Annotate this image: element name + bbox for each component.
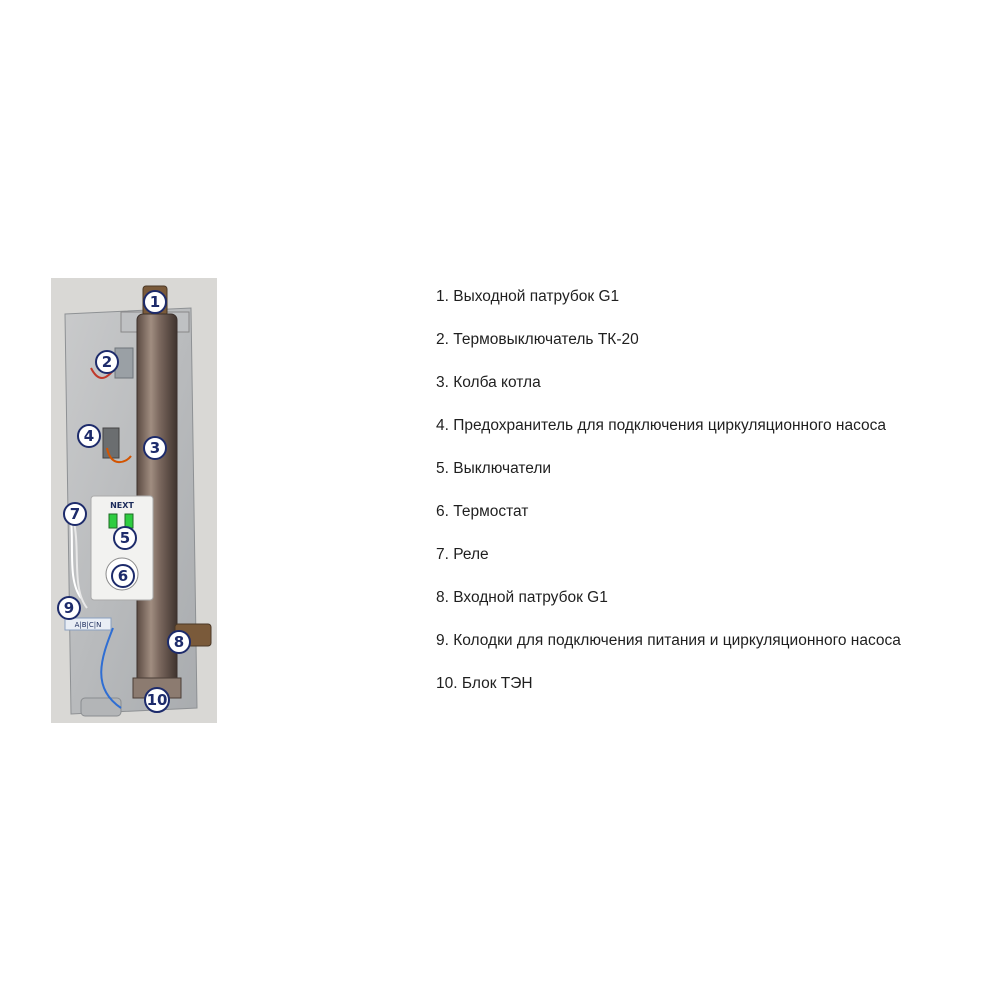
marker-6 (112, 565, 134, 587)
svg-text:4: 4 (83, 427, 95, 445)
marker-10 (145, 688, 169, 712)
parts-legend (436, 286, 976, 716)
marker-7 (64, 503, 86, 525)
legend-item: 9. Колодки для подключения питания и циркуляционного насоса (436, 632, 901, 649)
legend-item: 3. Колба котла (436, 374, 541, 391)
svg-text:1: 1 (149, 293, 161, 311)
switch-2 (125, 514, 133, 528)
marker-1 (144, 291, 166, 313)
legend-item: 2. Термовыключатель ТК-20 (436, 331, 639, 348)
marker-3 (144, 437, 166, 459)
svg-text:5: 5 (119, 529, 131, 547)
legend-item: 8. Входной патрубок G1 (436, 589, 608, 606)
marker-8 (168, 631, 190, 653)
boiler-illustration (51, 278, 217, 723)
legend-item: 10. Блок ТЭН (436, 675, 533, 692)
svg-text:7: 7 (69, 505, 81, 523)
marker-9 (58, 597, 80, 619)
svg-text:6: 6 (117, 567, 129, 585)
marker-5 (114, 527, 136, 549)
fuse-holder (103, 428, 119, 458)
marker-2 (96, 351, 118, 373)
terminal-labels: A|B|C|N (74, 621, 102, 629)
svg-text:2: 2 (101, 353, 113, 371)
legend-item: 5. Выключатели (436, 460, 552, 477)
svg-text:3: 3 (149, 439, 161, 457)
marker-4 (78, 425, 100, 447)
legend-item: 4. Предохранитель для подключения циркуляционного насоса (436, 417, 887, 434)
brand-label: NEXT (110, 501, 134, 510)
plate-tab (81, 698, 121, 716)
legend-item: 1. Выходной патрубок G1 (436, 288, 620, 305)
svg-text:10: 10 (146, 691, 168, 709)
legend-item: 7. Реле (436, 546, 489, 563)
boiler-photo (51, 278, 217, 723)
legend-item: 6. Термостат (436, 503, 529, 520)
svg-text:9: 9 (63, 599, 75, 617)
svg-text:8: 8 (173, 633, 185, 651)
switch-1 (109, 514, 117, 528)
